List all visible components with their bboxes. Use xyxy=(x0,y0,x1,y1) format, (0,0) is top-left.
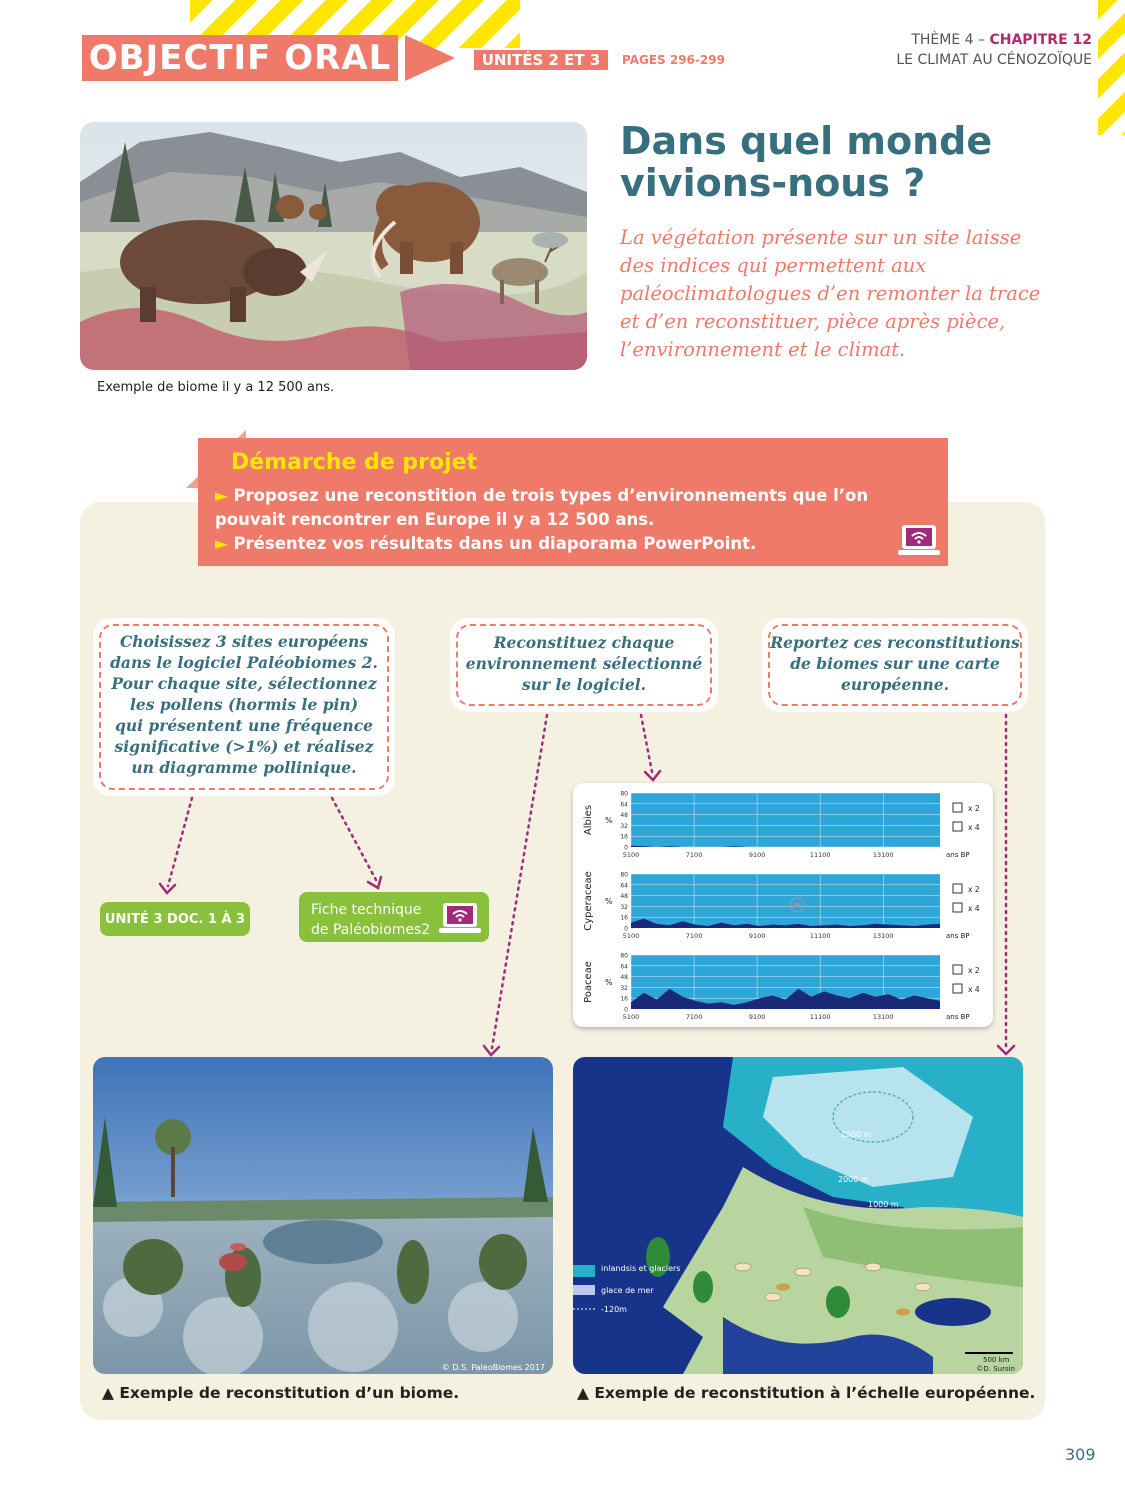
scale-option-label: x 4 xyxy=(968,985,980,994)
y-tick-label: 32 xyxy=(620,822,628,830)
contour-1000: 1000 m xyxy=(868,1200,899,1209)
bullet-icon: ► xyxy=(215,486,228,505)
project-item-2: ► Présentez vos résultats dans un diaporama PowerPoint. xyxy=(215,534,757,553)
map-scale: 500 km xyxy=(983,1356,1010,1364)
intro-paragraph: La végétation présente sur un site laisse des indices qui permettent aux paléoclimatologues d’en remonter la trace et d’en reconstituer, pièce après pièce, l’environnement et le climat. xyxy=(620,226,1041,361)
scale-option-label: x 2 xyxy=(968,885,980,894)
step-2-text: Reconstituez chaque environnement sélectionné sur le logiciel. xyxy=(465,633,703,694)
biome-reconstruction-image xyxy=(93,1057,553,1374)
scale-checkbox xyxy=(953,822,962,831)
x-tick-label: 5100 xyxy=(622,851,640,859)
y-tick-label: 0 xyxy=(624,1006,628,1014)
units-badge: UNITÉS 2 ET 3 xyxy=(474,50,608,70)
scale-checkbox xyxy=(953,903,962,912)
y-tick-label: 48 xyxy=(620,812,628,820)
legend-ice: inlandsis et glaciers xyxy=(601,1264,681,1273)
map-caption: ▲ Exemple de reconstitution à l’échelle européenne. xyxy=(577,1384,1036,1402)
y-axis-label: % xyxy=(605,978,613,987)
x-tick-label: 13100 xyxy=(872,1013,894,1021)
hero-caption: Exemple de biome il y a 12 500 ans. xyxy=(97,380,335,395)
y-tick-label: 16 xyxy=(620,995,628,1003)
y-tick-label: 32 xyxy=(620,903,628,911)
x-tick-label: 7100 xyxy=(685,1013,703,1021)
objectif-oral-banner: OBJECTIF ORAL xyxy=(82,35,398,81)
biome-caption: ▲ Exemple de reconstitution d’un biome. xyxy=(102,1384,460,1402)
project-item-1: ► Proposez une reconstition de trois types d’environnements que l’on pouvait rencontrer en Europe il y a 12 500 ans. xyxy=(215,486,869,529)
y-tick-label: 80 xyxy=(620,871,628,879)
scale-option-label: x 4 xyxy=(968,823,980,832)
scale-checkbox xyxy=(953,965,962,974)
legend-ice-swatch xyxy=(573,1265,595,1277)
x-axis-unit-label: ans BP xyxy=(946,1013,970,1021)
chapter-label: CHAPITRE 12 xyxy=(989,32,1092,48)
y-tick-label: 48 xyxy=(620,893,628,901)
contour-2500: 2500 m xyxy=(841,1130,872,1139)
scale-checkbox xyxy=(953,803,962,812)
step-3-text: Reportez ces reconstitutions de biomes sur une carte européenne. xyxy=(770,633,1020,694)
y-axis-label: % xyxy=(605,816,613,825)
chapter-title: LE CLIMAT AU CÉNOZOÏQUE xyxy=(896,52,1092,68)
series-name-label: Cyperaceae xyxy=(583,871,594,931)
x-axis-unit-label: ans BP xyxy=(946,932,970,940)
x-tick-label: 5100 xyxy=(622,1013,640,1021)
caption-marker-icon: ▲ xyxy=(102,1384,114,1402)
x-tick-label: 13100 xyxy=(872,851,894,859)
theme-label: THÈME 4 – xyxy=(911,32,985,48)
x-tick-label: 7100 xyxy=(685,851,703,859)
cursor-indicator-dot xyxy=(795,903,800,908)
title-line-2: vivions-nous ? xyxy=(620,161,926,205)
y-tick-label: 0 xyxy=(624,844,628,852)
contour-2000: 2000 m xyxy=(838,1175,869,1184)
europe-reconstruction-map xyxy=(573,1057,1023,1374)
step-1-text: Choisissez 3 sites européens dans le logiciel Paléobiomes 2. Pour chaque site, sélectionnez les pollens (hormis le pin) qui présentent une fréquence significative (>1%) et réalisez un diagramme pollinique. xyxy=(110,632,378,777)
biome-credit: © D.S. PaleoBiomes 2017 xyxy=(441,1363,545,1372)
bullet-icon: ► xyxy=(215,534,228,553)
series-name-label: Albies xyxy=(583,804,594,836)
fiche-technique-label: Fiche technique de Paléobiomes2 xyxy=(311,902,431,938)
legend-seaice: glace de mer xyxy=(601,1286,654,1295)
y-tick-label: 32 xyxy=(620,984,628,992)
unit-3-doc-button[interactable] xyxy=(100,902,250,936)
y-tick-label: 64 xyxy=(620,963,628,971)
x-tick-label: 11100 xyxy=(809,932,831,940)
legend-depth: -120m xyxy=(601,1305,627,1314)
y-tick-label: 48 xyxy=(620,974,628,982)
scale-option-label: x 4 xyxy=(968,904,980,913)
y-axis-label: % xyxy=(605,897,613,906)
y-tick-label: 16 xyxy=(620,833,628,841)
plot-background xyxy=(631,874,940,928)
map-credit: ©D. Sursin xyxy=(976,1365,1015,1373)
x-tick-label: 9100 xyxy=(748,932,766,940)
x-tick-label: 7100 xyxy=(685,932,703,940)
x-tick-label: 11100 xyxy=(809,851,831,859)
scale-checkbox xyxy=(953,984,962,993)
scale-checkbox xyxy=(953,884,962,893)
scale-option-label: x 2 xyxy=(968,804,980,813)
caption-marker-icon: ▲ xyxy=(577,1384,589,1402)
x-tick-label: 13100 xyxy=(872,932,894,940)
pollen-diagram-panel xyxy=(573,783,993,1027)
y-tick-label: 64 xyxy=(620,801,628,809)
y-tick-label: 64 xyxy=(620,882,628,890)
x-axis-unit-label: ans BP xyxy=(946,851,970,859)
y-tick-label: 16 xyxy=(620,914,628,922)
title-line-1: Dans quel monde xyxy=(620,119,993,163)
fiche-technique-button[interactable] xyxy=(299,892,489,942)
page-number: 309 xyxy=(1065,1445,1096,1464)
legend-seaice-swatch xyxy=(573,1285,595,1295)
x-tick-label: 11100 xyxy=(809,1013,831,1021)
pollen-diagram xyxy=(573,783,993,1027)
series-name-label: Poaceae xyxy=(583,961,594,1003)
y-tick-label: 80 xyxy=(620,790,628,798)
x-tick-label: 9100 xyxy=(748,1013,766,1021)
y-tick-label: 80 xyxy=(620,952,628,960)
pages-reference: PAGES 296-299 xyxy=(622,53,725,67)
plot-background xyxy=(631,793,940,847)
unit-3-doc-label: UNITÉ 3 DOC. 1 À 3 xyxy=(104,911,246,927)
scale-option-label: x 2 xyxy=(968,966,980,975)
laptop-wifi-icon xyxy=(439,902,481,938)
x-tick-label: 5100 xyxy=(622,932,640,940)
x-tick-label: 9100 xyxy=(748,851,766,859)
y-tick-label: 0 xyxy=(624,925,628,933)
project-title: Démarche de projet xyxy=(231,450,478,475)
